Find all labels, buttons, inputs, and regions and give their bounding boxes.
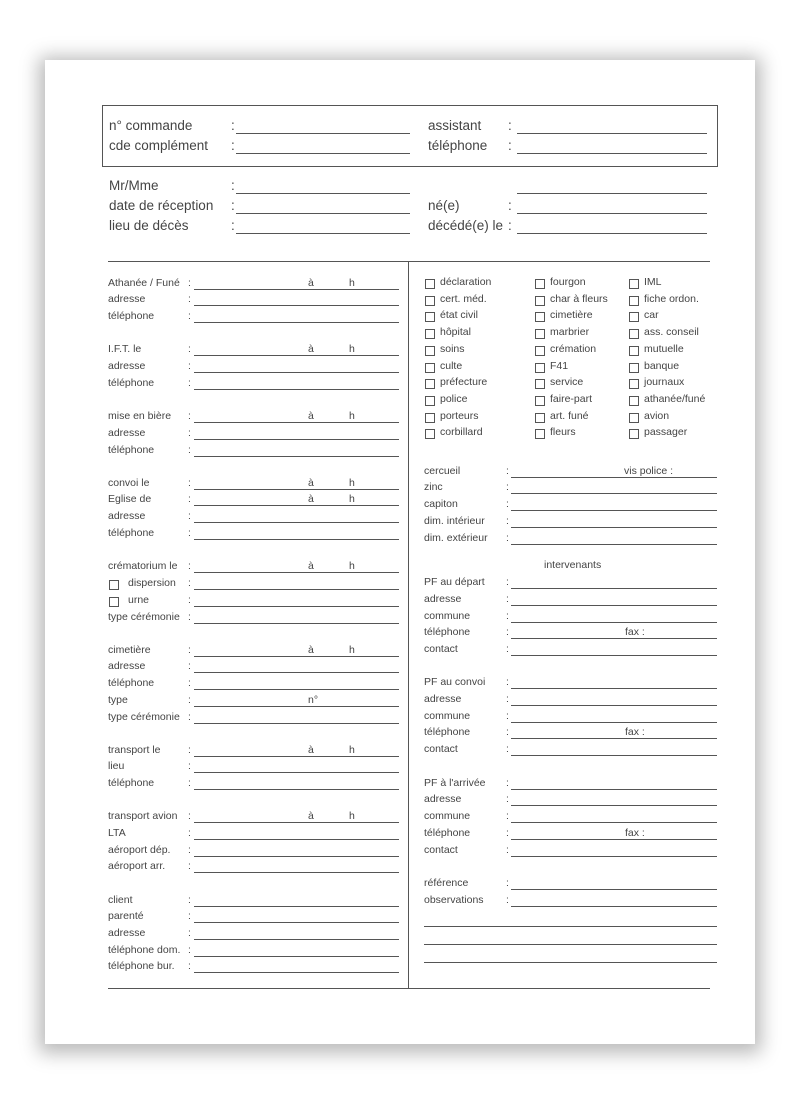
journaux-label: journaux <box>644 376 685 389</box>
urne-field[interactable] <box>194 606 399 607</box>
athanee-fune-label: Athanée / Funé <box>108 277 180 289</box>
athanee-fune-label: athanée/funé <box>644 392 706 405</box>
hopital-label: hôpital <box>440 326 471 339</box>
porteurs-label: porteurs <box>440 409 479 422</box>
type-ceremonie-label: type cérémonie <box>108 711 180 723</box>
observations-field[interactable] <box>511 906 717 907</box>
telephone-label: téléphone <box>424 827 471 839</box>
observations-label: observations <box>424 894 484 906</box>
client-label: client <box>108 894 133 906</box>
telephone-field[interactable] <box>194 539 399 540</box>
type-ceremonie-field[interactable] <box>194 623 399 624</box>
name-field[interactable] <box>236 193 410 194</box>
athanee-fune-checkbox[interactable] <box>629 396 639 406</box>
journaux-checkbox[interactable] <box>629 379 639 389</box>
colon: : <box>508 198 512 213</box>
colon: : <box>188 644 191 656</box>
telephone-label: téléphone <box>108 310 155 322</box>
colon: : <box>188 694 191 706</box>
colon: : <box>231 198 235 213</box>
contact-label: contact <box>424 643 458 655</box>
colon: : <box>188 293 191 305</box>
pf-au-convoi-field[interactable] <box>511 688 717 689</box>
capiton-label: capiton <box>424 498 458 510</box>
faire-part-checkbox[interactable] <box>535 396 545 406</box>
order-complement-field[interactable] <box>236 153 410 154</box>
observations-extra-line[interactable] <box>424 962 717 963</box>
colon: : <box>506 676 509 688</box>
soins-label: soins <box>440 342 465 355</box>
colon: : <box>188 310 191 322</box>
f41-label: F41 <box>550 359 569 372</box>
telephone-label: téléphone <box>108 777 155 789</box>
born-label: né(e) <box>428 198 460 213</box>
colon: : <box>506 610 509 622</box>
dispersion-label: dispersion <box>128 577 176 589</box>
fourgon-checkbox[interactable] <box>535 279 545 289</box>
colon: : <box>188 410 191 422</box>
ass-conseil-label: ass. conseil <box>644 326 699 339</box>
corbillard-label: corbillard <box>440 426 483 439</box>
aeroport-arr-label: aéroport arr. <box>108 860 166 872</box>
reception-date-label: date de réception <box>109 198 214 213</box>
fax-label: fax : <box>625 726 645 738</box>
art-fune-label: art. funé <box>550 409 589 422</box>
hopital-checkbox[interactable] <box>425 329 435 339</box>
colon: : <box>188 277 191 289</box>
mise-en-biere-field[interactable] <box>194 422 399 423</box>
commune-field[interactable] <box>511 722 717 723</box>
cremation-checkbox[interactable] <box>535 346 545 356</box>
car-checkbox[interactable] <box>629 312 639 322</box>
colon: : <box>506 643 509 655</box>
adresse-label: adresse <box>108 293 146 305</box>
crematorium-le-field[interactable] <box>194 572 399 573</box>
convoi-le-label: convoi le <box>108 477 150 489</box>
colon: : <box>506 465 509 477</box>
pf-a-l-arrivee-label: PF à l'arrivée <box>424 777 486 789</box>
iml-label: IML <box>644 276 662 288</box>
prefecture-checkbox[interactable] <box>425 379 435 389</box>
f41-checkbox[interactable] <box>535 363 545 373</box>
parente-label: parenté <box>108 910 144 922</box>
order-box <box>102 105 718 167</box>
telephone-label: téléphone <box>108 377 155 389</box>
colon: : <box>506 894 509 906</box>
reference-field[interactable] <box>511 889 717 890</box>
h-label: h <box>349 410 355 422</box>
transport-le-field[interactable] <box>194 756 399 757</box>
telephone-label: téléphone <box>424 626 471 638</box>
lta-field[interactable] <box>194 839 399 840</box>
order-number-label: n° commande <box>109 118 193 133</box>
service-label: service <box>550 376 584 389</box>
contact-label: contact <box>424 743 458 755</box>
fax-label: fax : <box>625 827 645 839</box>
eglise-de-field[interactable] <box>194 505 399 506</box>
colon: : <box>231 218 235 233</box>
a-label: à <box>308 477 314 489</box>
dispersion-field[interactable] <box>194 589 399 590</box>
urne-checkbox[interactable] <box>109 597 119 607</box>
marbrier-label: marbrier <box>550 326 590 339</box>
telephone-label: téléphone <box>108 444 155 456</box>
colon: : <box>188 377 191 389</box>
colon: : <box>506 593 509 605</box>
colon: : <box>188 611 191 623</box>
dim-exterieur-field[interactable] <box>511 544 717 545</box>
car-label: car <box>644 309 659 322</box>
colon: : <box>188 944 191 956</box>
art-fune-checkbox[interactable] <box>535 413 545 423</box>
zinc-field[interactable] <box>511 493 717 494</box>
aeroport-dep-label: aéroport dép. <box>108 844 171 856</box>
colon: : <box>188 777 191 789</box>
column-divider <box>408 262 409 988</box>
adresse-label: adresse <box>108 927 146 939</box>
colon: : <box>506 515 509 527</box>
colon: : <box>188 427 191 439</box>
colon: : <box>231 178 235 193</box>
colon: : <box>188 360 191 372</box>
colon: : <box>506 726 509 738</box>
passager-label: passager <box>644 426 688 439</box>
died-field[interactable] <box>517 233 707 234</box>
colon: : <box>188 343 191 355</box>
cercueil-field[interactable] <box>511 477 717 478</box>
divider <box>108 261 710 262</box>
colon: : <box>188 444 191 456</box>
fiche-ordon-label: fiche ordon. <box>644 292 699 305</box>
cimetiere-checkbox[interactable] <box>535 312 545 322</box>
vis-police-label: vis police : <box>624 465 674 477</box>
commune-field[interactable] <box>511 622 717 623</box>
contact-field[interactable] <box>511 856 717 857</box>
phone-field[interactable] <box>517 153 707 154</box>
char-a-fleurs-checkbox[interactable] <box>535 296 545 306</box>
born-field[interactable] <box>517 213 707 214</box>
a-label: à <box>308 410 314 422</box>
colon: : <box>231 138 235 153</box>
name-extra-field[interactable] <box>517 193 707 194</box>
passager-checkbox[interactable] <box>629 429 639 439</box>
adresse-field[interactable] <box>194 522 399 523</box>
colon: : <box>188 510 191 522</box>
a-label: à <box>308 744 314 756</box>
adresse-label: adresse <box>424 693 462 705</box>
dim-exterieur-label: dim. extérieur <box>424 532 488 544</box>
a-label: à <box>308 644 314 656</box>
telephone-field[interactable] <box>511 738 717 739</box>
avion-label: avion <box>644 409 670 422</box>
telephone-field[interactable] <box>194 456 399 457</box>
cert-med-checkbox[interactable] <box>425 296 435 306</box>
colon: : <box>188 677 191 689</box>
iml-checkbox[interactable] <box>629 279 639 289</box>
police-checkbox[interactable] <box>425 396 435 406</box>
i-f-t-le-field[interactable] <box>194 355 399 356</box>
parente-field[interactable] <box>194 922 399 923</box>
adresse-label: adresse <box>108 360 146 372</box>
cercueil-label: cercueil <box>424 465 461 477</box>
colon: : <box>188 744 191 756</box>
lta-label: LTA <box>108 827 126 839</box>
h-label: h <box>349 343 355 355</box>
adresse-label: adresse <box>424 593 462 605</box>
a-label: à <box>308 343 314 355</box>
observations-extra-line[interactable] <box>424 926 717 927</box>
pf-au-convoi-label: PF au convoi <box>424 676 486 688</box>
telephone-label: téléphone <box>424 726 471 738</box>
h-label: h <box>349 477 355 489</box>
pf-a-l-arrivee-field[interactable] <box>511 789 717 790</box>
colon: : <box>506 743 509 755</box>
type-ceremonie-label: type cérémonie <box>108 611 180 623</box>
colon: : <box>188 960 191 972</box>
telephone-dom-label: téléphone dom. <box>108 944 181 956</box>
colon: : <box>506 793 509 805</box>
cimetiere-label: cimetière <box>550 309 593 322</box>
colon: : <box>188 477 191 489</box>
name-label: Mr/Mme <box>109 178 159 193</box>
cimetiere-field[interactable] <box>194 656 399 657</box>
urne-label: urne <box>128 594 150 606</box>
lieu-field[interactable] <box>194 772 399 773</box>
adresse-label: adresse <box>108 660 146 672</box>
commune-label: commune <box>424 810 471 822</box>
type-ceremonie-field[interactable] <box>194 723 399 724</box>
colon: : <box>188 910 191 922</box>
telephone-bur-field[interactable] <box>194 972 399 973</box>
telephone-field[interactable] <box>194 689 399 690</box>
i-f-t-le-label: I.F.T. le <box>108 343 142 355</box>
h-label: h <box>349 277 355 289</box>
adresse-field[interactable] <box>194 672 399 673</box>
h-label: h <box>349 493 355 505</box>
assistant-field[interactable] <box>517 133 707 134</box>
form-sheet <box>45 60 755 1044</box>
transport-avion-field[interactable] <box>194 822 399 823</box>
adresse-field[interactable] <box>511 805 717 806</box>
colon: : <box>506 693 509 705</box>
colon: : <box>508 218 512 233</box>
cimetiere-label: cimetière <box>108 644 151 656</box>
order-number-field[interactable] <box>236 133 410 134</box>
a-label: à <box>308 493 314 505</box>
colon: : <box>506 481 509 493</box>
commune-label: commune <box>424 710 471 722</box>
culte-checkbox[interactable] <box>425 363 435 373</box>
adresse-label: adresse <box>108 510 146 522</box>
intervenants-heading: intervenants <box>544 559 602 571</box>
adresse-label: adresse <box>424 793 462 805</box>
colon: : <box>506 827 509 839</box>
type-field[interactable] <box>194 706 399 707</box>
dim-interieur-field[interactable] <box>511 527 717 528</box>
colon: : <box>188 860 191 872</box>
reference-label: référence <box>424 877 469 889</box>
colon: : <box>506 877 509 889</box>
declaration-label: déclaration <box>440 276 492 288</box>
lieu-label: lieu <box>108 760 125 772</box>
banque-label: banque <box>644 359 680 372</box>
crematorium-le-label: crématorium le <box>108 560 178 572</box>
eglise-de-label: Eglise de <box>108 493 152 505</box>
h-label: h <box>349 644 355 656</box>
adresse-label: adresse <box>108 427 146 439</box>
capiton-field[interactable] <box>511 510 717 511</box>
colon: : <box>188 810 191 822</box>
dim-interieur-label: dim. intérieur <box>424 515 485 527</box>
banque-checkbox[interactable] <box>629 363 639 373</box>
h-label: h <box>349 560 355 572</box>
telephone-bur-label: téléphone bur. <box>108 960 175 972</box>
colon: : <box>231 118 235 133</box>
fourgon-label: fourgon <box>550 276 586 288</box>
observations-extra-line[interactable] <box>424 944 717 945</box>
adresse-field[interactable] <box>511 705 717 706</box>
telephone-dom-field[interactable] <box>194 956 399 957</box>
fleurs-label: fleurs <box>550 426 576 439</box>
marbrier-checkbox[interactable] <box>535 329 545 339</box>
soins-checkbox[interactable] <box>425 346 435 356</box>
client-field[interactable] <box>194 906 399 907</box>
a-label: à <box>308 277 314 289</box>
etat-civil-checkbox[interactable] <box>425 312 435 322</box>
telephone-field[interactable] <box>511 839 717 840</box>
zinc-label: zinc <box>424 481 443 493</box>
phone-label: téléphone <box>428 138 488 153</box>
colon: : <box>506 576 509 588</box>
colon: : <box>188 493 191 505</box>
colon: : <box>508 138 512 153</box>
divider <box>108 988 710 989</box>
colon: : <box>506 777 509 789</box>
convoi-le-field[interactable] <box>194 489 399 490</box>
colon: : <box>188 827 191 839</box>
number-label: n° <box>308 694 319 706</box>
telephone-field[interactable] <box>194 322 399 323</box>
death-place-field[interactable] <box>236 233 410 234</box>
telephone-field[interactable] <box>194 389 399 390</box>
culte-label: culte <box>440 359 463 372</box>
colon: : <box>506 532 509 544</box>
porteurs-checkbox[interactable] <box>425 413 435 423</box>
colon: : <box>506 810 509 822</box>
prefecture-label: préfecture <box>440 376 488 389</box>
char-a-fleurs-label: char à fleurs <box>550 292 608 305</box>
ass-conseil-checkbox[interactable] <box>629 329 639 339</box>
colon: : <box>188 894 191 906</box>
colon: : <box>188 577 191 589</box>
aeroport-arr-field[interactable] <box>194 872 399 873</box>
adresse-field[interactable] <box>194 372 399 373</box>
avion-checkbox[interactable] <box>629 413 639 423</box>
assistant-label: assistant <box>428 118 482 133</box>
adresse-field[interactable] <box>194 439 399 440</box>
pf-au-depart-label: PF au départ <box>424 576 485 588</box>
corbillard-checkbox[interactable] <box>425 429 435 439</box>
colon: : <box>188 760 191 772</box>
contact-label: contact <box>424 844 458 856</box>
colon: : <box>188 594 191 606</box>
telephone-field[interactable] <box>194 789 399 790</box>
died-label: décédé(e) le <box>428 218 504 233</box>
adresse-field[interactable] <box>194 939 399 940</box>
aeroport-dep-field[interactable] <box>194 856 399 857</box>
colon: : <box>188 527 191 539</box>
h-label: h <box>349 744 355 756</box>
commune-field[interactable] <box>511 822 717 823</box>
telephone-label: téléphone <box>108 677 155 689</box>
colon: : <box>506 844 509 856</box>
telephone-label: téléphone <box>108 527 155 539</box>
fiche-ordon-checkbox[interactable] <box>629 296 639 306</box>
colon: : <box>506 710 509 722</box>
transport-avion-label: transport avion <box>108 810 178 822</box>
telephone-field[interactable] <box>511 638 717 639</box>
mutuelle-checkbox[interactable] <box>629 346 639 356</box>
colon: : <box>188 844 191 856</box>
dispersion-checkbox[interactable] <box>109 580 119 590</box>
cert-med-label: cert. méd. <box>440 292 487 305</box>
mutuelle-label: mutuelle <box>644 342 684 355</box>
athanee-fune-field[interactable] <box>194 289 399 290</box>
colon: : <box>506 498 509 510</box>
colon: : <box>188 711 191 723</box>
etat-civil-label: état civil <box>440 309 478 322</box>
pf-au-depart-field[interactable] <box>511 588 717 589</box>
declaration-checkbox[interactable] <box>425 279 435 289</box>
colon: : <box>508 118 512 133</box>
adresse-field[interactable] <box>194 305 399 306</box>
faire-part-label: faire-part <box>550 392 593 405</box>
type-label: type <box>108 694 128 706</box>
contact-field[interactable] <box>511 655 717 656</box>
contact-field[interactable] <box>511 755 717 756</box>
police-label: police <box>440 392 468 405</box>
mise-en-biere-label: mise en bière <box>108 410 172 422</box>
colon: : <box>506 626 509 638</box>
cremation-label: crémation <box>550 342 597 355</box>
colon: : <box>188 927 191 939</box>
reception-date-field[interactable] <box>236 213 410 214</box>
adresse-field[interactable] <box>511 605 717 606</box>
fleurs-checkbox[interactable] <box>535 429 545 439</box>
death-place-label: lieu de décès <box>109 218 189 233</box>
service-checkbox[interactable] <box>535 379 545 389</box>
commune-label: commune <box>424 610 471 622</box>
a-label: à <box>308 810 314 822</box>
colon: : <box>188 660 191 672</box>
fax-label: fax : <box>625 626 645 638</box>
order-complement-label: cde complément <box>109 138 209 153</box>
colon: : <box>188 560 191 572</box>
transport-le-label: transport le <box>108 744 161 756</box>
a-label: à <box>308 560 314 572</box>
h-label: h <box>349 810 355 822</box>
